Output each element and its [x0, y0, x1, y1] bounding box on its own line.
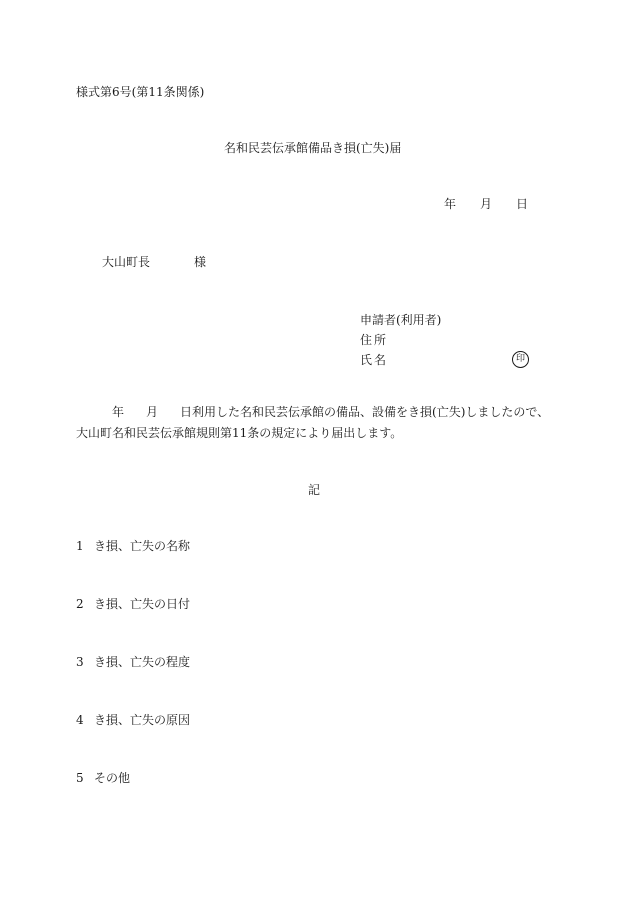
item-label: き損、亡失の名称 — [94, 539, 191, 553]
body-paragraph — [76, 406, 556, 448]
list-item — [76, 772, 190, 830]
item-list — [76, 540, 190, 830]
item-label: き損、亡失の原因 — [94, 713, 191, 727]
form-number: 様式第6号(第11条関係) — [76, 85, 205, 99]
address-label-2: 所 — [374, 333, 387, 347]
item-number: 5 — [76, 771, 84, 785]
item-number: 1 — [76, 539, 84, 553]
item-label: き損、亡失の程度 — [94, 655, 191, 669]
list-item — [76, 714, 190, 772]
applicant-block — [360, 313, 525, 374]
applicant-name-row — [360, 353, 525, 374]
ki-heading: 記 — [308, 483, 321, 497]
item-label: その他 — [94, 771, 131, 785]
item-number: 2 — [76, 597, 84, 611]
item-number: 3 — [76, 655, 84, 669]
body-line-1-text: 日利用した名和民芸伝承館の備品、設備をき損(亡失)しましたので、 — [180, 405, 550, 419]
address-label-1: 住 — [360, 333, 373, 347]
list-item — [76, 540, 190, 598]
name-label-2: 名 — [374, 353, 387, 367]
applicant-address-row — [360, 334, 441, 354]
addressee-honorific: 様 — [194, 255, 207, 269]
addressee-name: 大山町長 — [102, 255, 151, 269]
seal-mark: 印 — [512, 351, 529, 368]
date-year-label: 年 — [444, 197, 457, 211]
body-line-1 — [76, 406, 556, 427]
applicant-heading: 申請者(利用者) — [360, 313, 442, 327]
body-line-2: 大山町名和民芸伝承館規則第11条の規定により届出します。 — [76, 426, 403, 440]
body-year-label: 年 — [112, 405, 125, 419]
item-label: き損、亡失の日付 — [94, 597, 191, 611]
list-item — [76, 656, 190, 714]
addressee — [102, 256, 206, 268]
body-month-label: 月 — [146, 405, 159, 419]
item-number: 4 — [76, 713, 84, 727]
list-item — [76, 598, 190, 656]
date-line — [444, 198, 528, 210]
name-label-1: 氏 — [360, 353, 373, 367]
date-month-label: 月 — [480, 197, 493, 211]
document-title: 名和民芸伝承館備品き損(亡失)届 — [224, 141, 402, 155]
date-day-label: 日 — [516, 197, 529, 211]
